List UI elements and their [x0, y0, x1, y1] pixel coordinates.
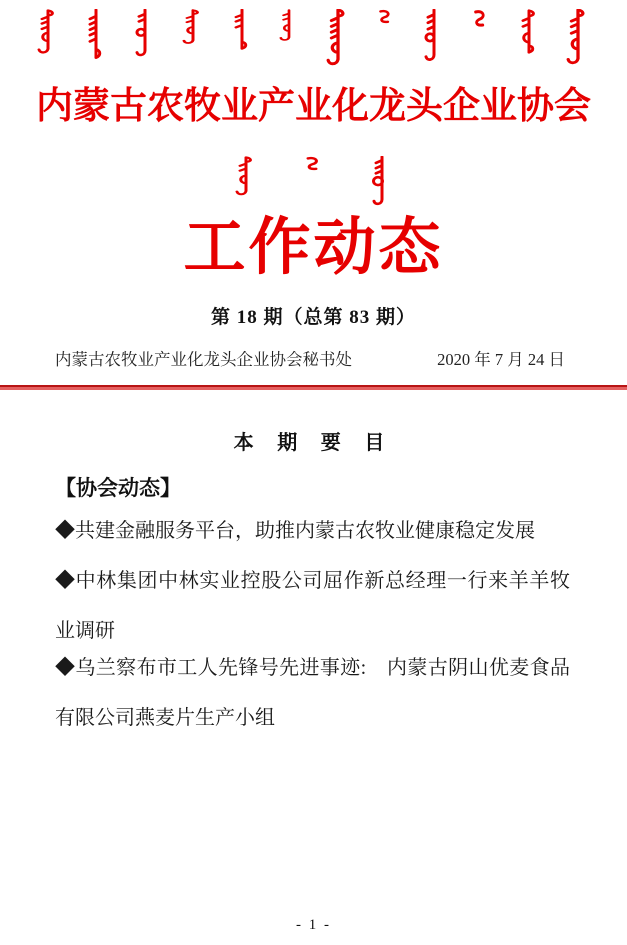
bulletin-title: 工作动态: [183, 213, 444, 282]
publisher: 内蒙古农牧业产业化龙头企业协会秘书处: [55, 350, 352, 370]
mongolian-word-icon: [303, 156, 325, 172]
mongolian-script-subtitle: [0, 156, 627, 210]
mongolian-word-icon: [423, 9, 445, 64]
mongolian-word-icon: [518, 9, 540, 59]
mongolian-word-icon: [235, 156, 257, 198]
mongolian-word-icon: [37, 9, 59, 55]
divider-rule: [0, 385, 627, 390]
mongolian-word-icon: [566, 9, 590, 65]
publish-date: 2020 年 7 月 24 日: [437, 350, 565, 370]
page-number: - 1 -: [296, 917, 331, 933]
mongolian-word-icon: [376, 9, 396, 25]
mongolian-word-icon: [231, 9, 253, 53]
mongolian-script-banner: [37, 9, 590, 69]
association-name-title: 内蒙古农牧业产业化龙头企业协会: [36, 86, 591, 127]
toc-item: ◆中林集团中林实业控股公司屈作新总经理一行来羊羊牧业调研: [55, 570, 570, 643]
mongolian-word-icon: [134, 9, 156, 59]
mongolian-word-icon: [371, 156, 393, 208]
mongolian-word-icon: [326, 9, 350, 67]
section-heading: 【协会动态】: [55, 477, 181, 501]
publisher-row: [55, 346, 565, 370]
issue-number: 第 18 期（总第 83 期）: [210, 307, 416, 329]
toc-item: ◆乌兰察布市工人先锋号先进事迹: 内蒙古阴山优麦食品有限公司燕麦片生产小组: [55, 657, 570, 730]
toc-item: ◆共建金融服务平台，助推内蒙古农牧业健康稳定发展: [55, 520, 535, 543]
toc-heading: 本 期 要 目: [233, 432, 394, 455]
mongolian-word-icon: [182, 9, 204, 45]
toc-item-list: [55, 506, 570, 743]
mongolian-word-icon: [85, 9, 107, 63]
mongolian-word-icon: [471, 9, 491, 29]
mongolian-word-icon: [279, 9, 299, 43]
